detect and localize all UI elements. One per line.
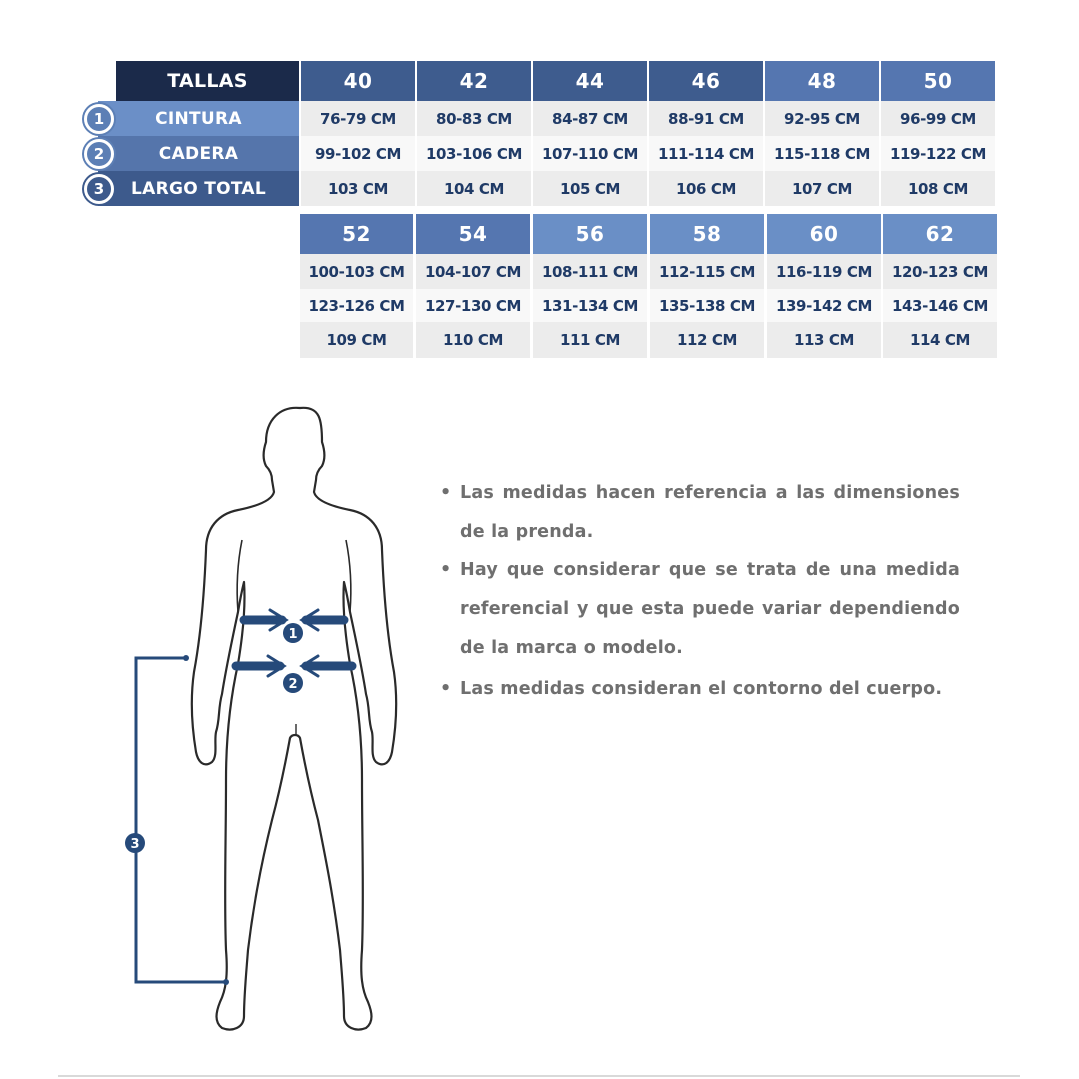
largo-total-value: 112 CM <box>650 322 764 358</box>
size-header: 46 <box>649 61 763 101</box>
cadera-value: 111-114 CM <box>649 136 763 171</box>
cadera-value: 127-130 CM <box>416 289 530 322</box>
bullet-icon: • <box>440 560 452 580</box>
cintura-value: 88-91 CM <box>649 101 763 136</box>
cintura-value: 96-99 CM <box>881 101 995 136</box>
cadera-value: 139-142 CM <box>767 289 881 322</box>
size-header: 62 <box>883 214 997 254</box>
size-header: 50 <box>881 61 995 101</box>
cintura-value: 112-115 CM <box>650 254 764 289</box>
tallas-header: TALLAS <box>116 61 299 101</box>
cintura-value: 104-107 CM <box>416 254 530 289</box>
largo-total-value: 111 CM <box>533 322 647 358</box>
size-header: 54 <box>416 214 530 254</box>
cadera-value: 143-146 CM <box>883 289 997 322</box>
cintura-value: 80-83 CM <box>417 101 531 136</box>
cintura-value: 100-103 CM <box>300 254 413 289</box>
bullet-icon: • <box>440 679 452 699</box>
largo-total-value: 106 CM <box>649 171 763 206</box>
cadera-value: 103-106 CM <box>417 136 531 171</box>
cintura-value: 84-87 CM <box>533 101 647 136</box>
marker-3 <box>125 833 145 853</box>
row-label-largo-total: LARGO TOTAL <box>98 171 299 206</box>
largo-total-value: 113 CM <box>767 322 881 358</box>
human-body-outline-icon <box>192 408 396 1030</box>
svg-text:1: 1 <box>288 627 298 642</box>
row-number-badge-3: 3 <box>84 174 114 204</box>
note-item <box>440 551 960 668</box>
marker-1 <box>283 623 303 643</box>
largo-total-value: 109 CM <box>300 322 413 358</box>
cintura-value: 120-123 CM <box>883 254 997 289</box>
largo-total-value: 107 CM <box>765 171 879 206</box>
note-text: Hay que considerar que se trata de una medida referencial y que esta puede variar dependiendo de la marca o modelo. <box>460 560 960 658</box>
bottom-divider <box>58 1075 1020 1077</box>
row-label-cadera: CADERA <box>98 136 299 171</box>
largo-total-value: 110 CM <box>416 322 530 358</box>
marker-2 <box>283 673 303 693</box>
cadera-value: 135-138 CM <box>650 289 764 322</box>
bullet-icon: • <box>440 483 452 503</box>
size-header: 56 <box>533 214 647 254</box>
cintura-value: 108-111 CM <box>533 254 647 289</box>
largo-total-value: 104 CM <box>417 171 531 206</box>
note-text: Las medidas consideran el contorno del cuerpo. <box>460 679 943 699</box>
cadera-value: 115-118 CM <box>765 136 879 171</box>
row-number-badge-2: 2 <box>84 139 114 169</box>
cadera-value: 131-134 CM <box>533 289 647 322</box>
size-header: 44 <box>533 61 647 101</box>
largo-total-value: 103 CM <box>301 171 415 206</box>
size-header: 60 <box>767 214 881 254</box>
svg-text:2: 2 <box>288 677 298 692</box>
cintura-value: 116-119 CM <box>767 254 881 289</box>
note-item <box>440 670 960 709</box>
row-label-cintura: CINTURA <box>98 101 299 136</box>
cadera-value: 107-110 CM <box>533 136 647 171</box>
svg-text:3: 3 <box>130 837 140 852</box>
size-header: 58 <box>650 214 764 254</box>
cadera-value: 119-122 CM <box>881 136 995 171</box>
body-measurement-figure <box>0 380 460 1060</box>
largo-total-value: 105 CM <box>533 171 647 206</box>
cadera-value: 123-126 CM <box>300 289 413 322</box>
largo-total-value: 114 CM <box>883 322 997 358</box>
cadera-value: 99-102 CM <box>301 136 415 171</box>
cintura-value: 76-79 CM <box>301 101 415 136</box>
row-number-badge-1: 1 <box>84 104 114 134</box>
note-item <box>440 474 960 552</box>
size-header: 48 <box>765 61 879 101</box>
cintura-value: 92-95 CM <box>765 101 879 136</box>
note-text: Las medidas hacen referencia a las dimensiones de la prenda. <box>460 483 960 542</box>
size-header: 42 <box>417 61 531 101</box>
largo-total-value: 108 CM <box>881 171 995 206</box>
size-header: 40 <box>301 61 415 101</box>
size-header: 52 <box>300 214 413 254</box>
